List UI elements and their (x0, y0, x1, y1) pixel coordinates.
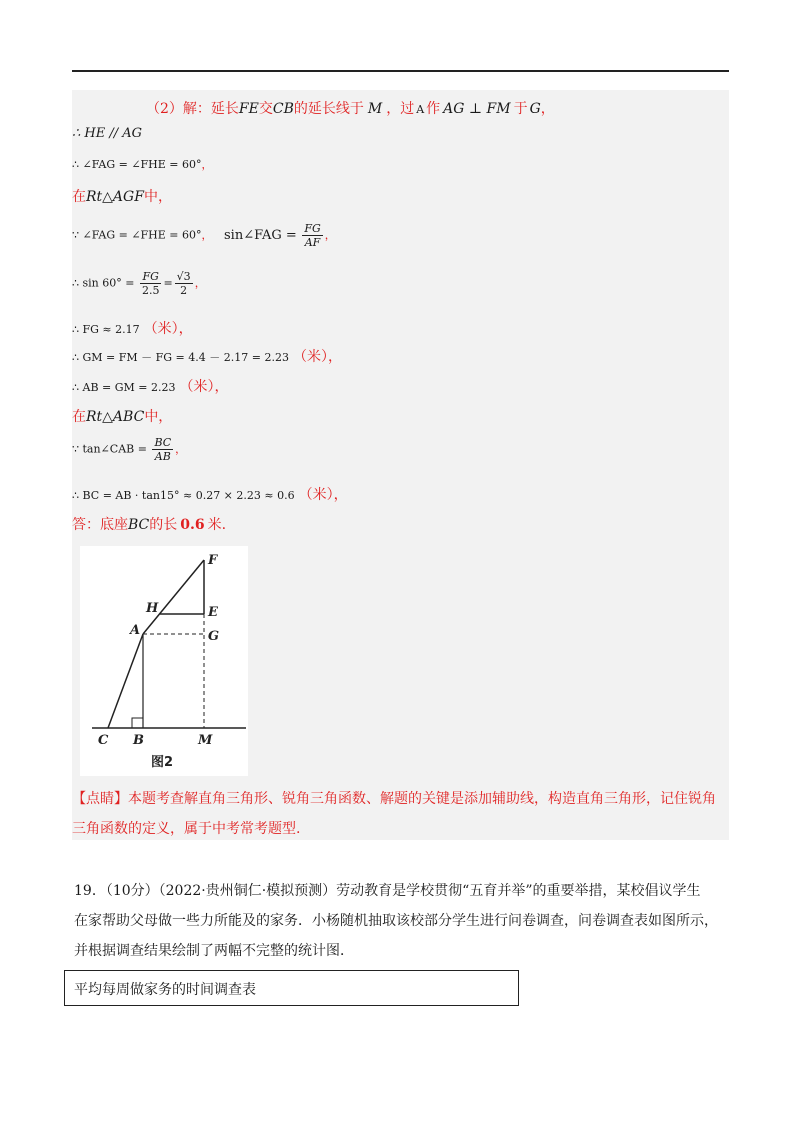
fraction-bc-ab: $\frac{BC}{AB}$ (154, 436, 172, 463)
fraction-fg-af: $\frac{FG}{AF}$ (304, 222, 321, 249)
solution-line-13: 答：底座BC的长 0.6 米. (72, 517, 227, 533)
solution-line-11: ∵ tan∠CAB = $\frac{BC}{AB}$ ， (72, 436, 187, 463)
solution-line-1: （2）解：延长FE交CB的延长线于 M ，过 A 作 AG ⊥ FM 于 G， (146, 101, 555, 117)
comment-line-2: 三角函数的定义，属于中考常考题型. (72, 821, 301, 837)
label-m: M (198, 733, 213, 748)
solution-line-7: ∴ FG ≈ 2.17 （米）， (72, 321, 193, 337)
label-b: B (133, 733, 144, 748)
fraction-fg-2-5: $\frac{FG}{2.5}$ (141, 270, 160, 297)
geometry-figure (80, 546, 248, 776)
segment-ac (108, 634, 143, 728)
solution-line-10: 在Rt△ABC中， (72, 409, 173, 425)
label-h: H (146, 601, 159, 616)
segment-af (143, 560, 204, 634)
top-rule (72, 70, 729, 72)
question-line-3: 并根据调查结果绘制了两幅不完整的统计图． (74, 943, 354, 959)
solution-line-12: ∴ BC = AB · tan15° ≈ 0.27 × 2.23 ≈ 0.6 （米）， (72, 487, 348, 503)
figure-caption: 图2 (150, 755, 174, 770)
fraction-sqrt3-2: $\frac{√3}{2}$ (176, 270, 191, 297)
right-angle-mark (132, 718, 143, 728)
question-line-1: 19．（10分）（2022·贵州铜仁·模拟预测）劳动教育是学校贯彻“五育并举”的重要举措，某校倡议学生 (74, 883, 701, 899)
solution-line-2: ∴ HE // AG (72, 126, 143, 141)
question-line-2: 在家帮助父母做一些力所能及的家务．小杨随机抽取该校部分学生进行问卷调查，问卷调查表如图所示， (74, 913, 718, 929)
comment-line-1: 【点睛】本题考查解直角三角形、锐角三角函数、解题的关键是添加辅助线，构造直角三角形，记住锐角 (72, 791, 716, 807)
label-a: A (130, 623, 141, 638)
label-g: G (208, 629, 220, 644)
solution-line-9: ∴ AB = GM = 2.23 （米）， (72, 379, 229, 395)
solution-line-8: ∴ GM = FM － FG = 4.4 － 2.17 = 2.23 （米）， (72, 349, 342, 365)
label-e: E (208, 605, 218, 620)
figure-svg (80, 546, 248, 776)
solution-line-6: ∴ sin 60° = $\frac{FG}{2.5}$ = $\frac{√3}{2}$ ， (72, 270, 206, 297)
label-f: F (208, 553, 218, 568)
survey-table-title: 平均每周做家务的时间调查表 (74, 982, 256, 998)
solution-line-3: ∴ ∠FAG = ∠FHE = 60°， (72, 158, 213, 171)
survey-table-header (64, 970, 519, 1006)
solution-line-5: ∵ ∠FAG = ∠FHE = 60°， sin∠FAG = $\frac{FG}{AF}$ ， (72, 222, 336, 249)
label-c: C (98, 733, 109, 748)
solution-line-4: 在Rt△AGF中， (72, 189, 172, 205)
